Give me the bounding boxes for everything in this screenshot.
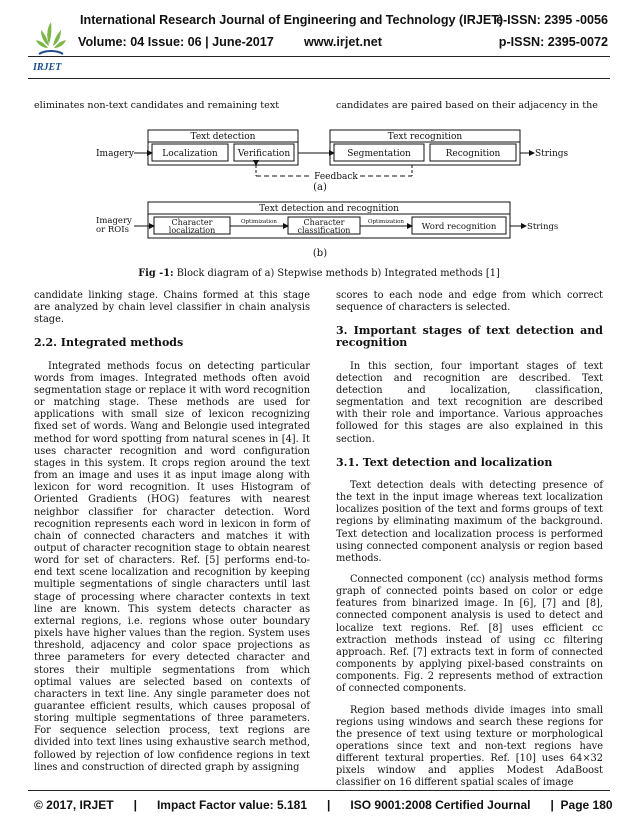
strings-label-a: Strings [535,149,569,159]
header-divider-bottom [28,78,610,79]
imagery-rois-label-1: Imagery [96,216,132,226]
right-paragraph-0: scores to each node and edge from which correct sequence of characters is selected. [336,290,603,314]
integrated-title: Text detection and recognition [259,204,399,214]
section-heading-3-1: 3.1. Text detection and localization [336,455,553,469]
journal-url[interactable]: www.irjet.net [304,35,382,49]
header-divider-top [28,56,610,57]
imagery-label: Imagery [96,149,134,159]
figure-caption-prefix: Fig -1: [138,268,174,279]
strings-label-b: Strings [527,222,559,232]
word-recognition-label: Word recognition [421,222,497,232]
optimization-label-1: Optimization [241,219,277,225]
right-paragraph-4: Region based methods divide images into small regions using windows and search these regions for the presence of text using texture or morphological operations since text and non-text regions have different textural properties. Ref. [10] uses 64×32 pixels window and applies Modest AdaBoost classifier on 16 different spatial scales of image [336,704,603,789]
top-line-left: eliminates non-text candidates and remaining text [34,100,280,111]
logo-text: IRJET [33,62,62,73]
right-column [336,290,603,790]
left-paragraph-0: candidate linking stage. Chains formed at this stage are analyzed by chain level classifier in chain analysis stage. [34,290,310,326]
footer-sep-3: | [550,798,554,812]
section-heading-2-2: 2.2. Integrated methods [34,336,184,350]
optimization-label-2: Optimization [368,219,404,225]
figure-caption-text: Block diagram of a) Stepwise methods b) Integrated methods [1] [173,268,500,279]
page-header [0,0,638,80]
localization-label: Localization [162,149,218,159]
footer-impact-factor: Impact Factor value: 5.181 [156,798,308,812]
verification-label: Verification [237,149,291,159]
block-diagram-figure [92,122,569,260]
figure-b-label: (b) [312,248,328,259]
text-recognition-label: Text recognition [387,132,463,142]
char-loc-label-1: Character [171,218,213,227]
footer-sep-2: | [327,798,331,812]
left-paragraph-1: Integrated methods focus on detecting particular words from images. Integrated methods often avoid segmentation stage or replace it with word recognition or matching stage. These methods are used for applications with small size of lexicon recognizing fixed set of words. Wang and Belongie used integrated method for word spotting from natural scenes in [4]. It uses character recognition and word configuration stages in this system. It crops region around the text from an image and uses it as input image along with lexicon for word recognition. It uses Histogram of Oriented Gradients (HOG) features with nearest neighbor classifier for character detection. Word recognition represents each word in lexicon in form of chain of connected characters and matches it with output of character recognition stage to obtain nearest word for set of characters. Ref. [5] performs end-to-end text scene localization and recognition by keeping multiple segmentations of single characters until last stage of processing where character contexts in text line are known. This system detects character as external regions, i.e. regions whose outer boundary pixels have higher values than the region. System uses threshold, adjacency and color space projections as three parameters for every detected character and stores their multiple segmentations from which optimal values are selected based on contexts of characters in text line. Any single parameter does not guarantee efficient results, which causes proposal of storing multiple segmentations of three parameters. For sequence selection process, text regions are divided into text lines using exhaustive search method, followed by rejection of low confidence regions in text lines and construction of directed graph by assigning [34,360,310,773]
footer-divider [28,790,610,791]
right-paragraph-3: Connected component (cc) analysis method forms graph of connected points based on color or edge features from binarized image. In [6], [7] and [8], connected component analysis is used to detect and localize text regions. Ref. [8] uses efficient cc extraction methods instead of using cc filtering approach. Ref. [7] extracts text in form of connected components by applying pixel-based constraints on components. Fig. 2 represents method of extraction of connected components. [336,573,603,695]
char-cls-label-2: classification [297,226,351,235]
footer-page-number: Page 180 [560,798,613,812]
char-cls-label-1: Character [303,218,345,227]
text-detection-label: Text detection [190,132,256,142]
char-loc-label-2: localization [168,226,216,235]
footer-sep-1: | [133,798,137,812]
feedback-label: Feedback [314,172,358,182]
footer-copyright: © 2017, IRJET [34,798,114,812]
top-line-right: candidates are paired based on their adjacency in the [336,100,598,111]
figure-caption [0,268,638,279]
right-paragraph-1: In this section, four important stages of text detection and recognition are described. Text detection and localization, classification, segmentation and text recognition are described with their role and importance. Various approaches followed for this stages are also explained in this section. [336,360,603,445]
imagery-rois-label-2: or ROIs [96,225,129,235]
recognition-label: Recognition [445,149,501,159]
left-column [34,290,310,774]
page-footer [34,798,613,812]
e-issn: e-ISSN: 2395 -0056 [495,13,608,27]
p-issn: p-ISSN: 2395-0072 [498,35,608,49]
footer-iso: ISO 9001:2008 Certified Journal [350,798,531,812]
right-paragraph-2: Text detection deals with detecting presence of the text in the input image whereas text localization localizes position of the text and forms groups of text regions by eliminating maximum of the background. Text detection and localization process is performed using connected component analysis or region based methods. [336,479,603,564]
segmentation-label: Segmentation [347,149,411,159]
section-heading-3: 3. Important stages of text detection and recognition [336,324,603,350]
volume-issue: Volume: 04 Issue: 06 | June-2017 [78,35,274,49]
journal-title: International Research Journal of Engineering and Technology (IRJET) [80,13,504,27]
figure-a-label: (a) [313,182,327,193]
